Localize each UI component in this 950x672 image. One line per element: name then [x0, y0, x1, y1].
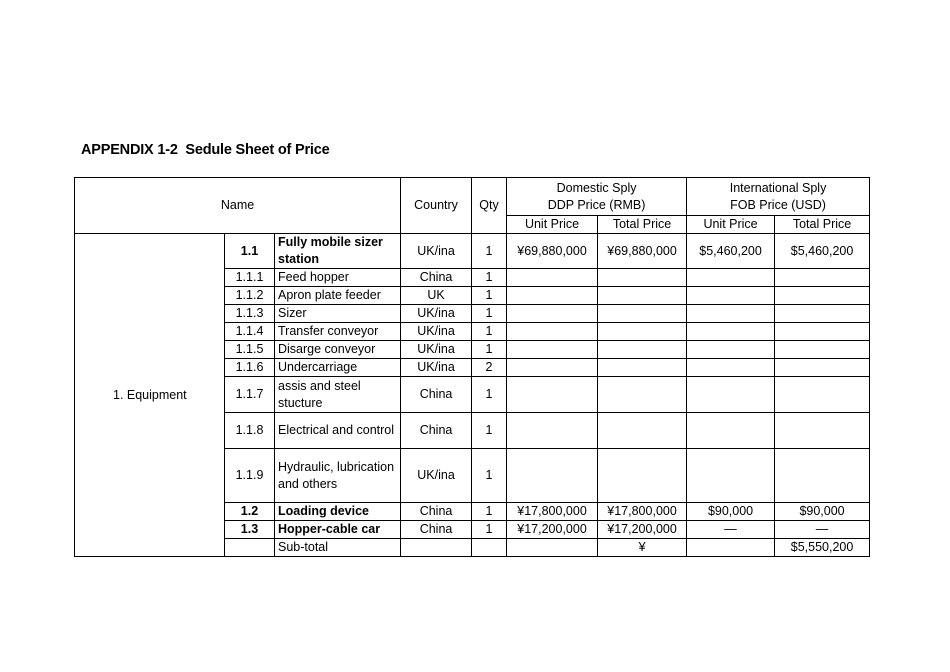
item-country: UK/ina: [401, 234, 472, 269]
item-country: China: [401, 377, 472, 413]
header-int-total-price: Total Price: [775, 216, 870, 234]
item-qty: 1: [472, 341, 507, 359]
item-name: Disarge conveyor: [275, 341, 401, 359]
item-int-unit: $90,000: [687, 503, 775, 521]
item-qty: 1: [472, 449, 507, 503]
item-no: 1.1.2: [225, 287, 275, 305]
item-int-unit: [687, 413, 775, 449]
subtotal-dom-total: ¥: [598, 539, 687, 557]
item-dom-total: [598, 449, 687, 503]
item-country: UK/ina: [401, 359, 472, 377]
header-domestic-line1: Domestic Sply: [556, 180, 637, 195]
item-qty: 1: [472, 305, 507, 323]
item-int-total: [775, 323, 870, 341]
item-name: Undercarriage: [275, 359, 401, 377]
item-name: Sizer: [275, 305, 401, 323]
item-country: UK/ina: [401, 323, 472, 341]
item-qty: 1: [472, 287, 507, 305]
subtotal-country: [401, 539, 472, 557]
item-name: Hopper-cable car: [275, 521, 401, 539]
item-no: 1.1.9: [225, 449, 275, 503]
item-int-unit: —: [687, 521, 775, 539]
item-int-unit: [687, 305, 775, 323]
item-dom-total: ¥17,800,000: [598, 503, 687, 521]
item-no: 1.1.7: [225, 377, 275, 413]
subtotal-label: Sub-total: [275, 539, 401, 557]
header-int-unit-price: Unit Price: [687, 216, 775, 234]
item-name: Feed hopper: [275, 269, 401, 287]
item-int-unit: [687, 449, 775, 503]
subtotal-dom-unit: [507, 539, 598, 557]
item-country: UK/ina: [401, 449, 472, 503]
item-int-total: [775, 359, 870, 377]
header-international-line1: International Sply: [729, 180, 827, 195]
item-int-total: $90,000: [775, 503, 870, 521]
page-title: APPENDIX 1-2 Sedule Sheet of Price: [81, 142, 330, 158]
item-dom-unit: ¥17,200,000: [507, 521, 598, 539]
item-dom-unit: [507, 359, 598, 377]
item-country: China: [401, 503, 472, 521]
item-int-total: —: [775, 521, 870, 539]
item-int-total: [775, 377, 870, 413]
item-qty: 1: [472, 413, 507, 449]
item-int-unit: [687, 359, 775, 377]
item-dom-total: [598, 269, 687, 287]
table-row: [75, 234, 870, 269]
item-dom-total: ¥17,200,000: [598, 521, 687, 539]
item-dom-total: [598, 413, 687, 449]
item-no: 1.3: [225, 521, 275, 539]
subtotal-qty: [472, 539, 507, 557]
item-no: 1.1.5: [225, 341, 275, 359]
item-dom-unit: [507, 323, 598, 341]
item-dom-total: [598, 377, 687, 413]
item-qty: 1: [472, 377, 507, 413]
header-dom-unit-price: Unit Price: [507, 216, 598, 234]
item-dom-total: [598, 305, 687, 323]
header-qty: Qty: [472, 178, 507, 234]
item-int-total: [775, 341, 870, 359]
category-label: 1. Equipment: [113, 387, 187, 402]
item-int-total: [775, 449, 870, 503]
item-int-total: [775, 305, 870, 323]
item-qty: 1: [472, 269, 507, 287]
item-country: China: [401, 269, 472, 287]
item-name: Electrical and control: [275, 413, 401, 449]
item-name: Loading device: [275, 503, 401, 521]
header-international: [687, 178, 870, 216]
item-dom-unit: [507, 449, 598, 503]
item-name: Hydraulic, lubrication and others: [275, 449, 401, 503]
item-country: UK/ina: [401, 341, 472, 359]
item-qty: 1: [472, 521, 507, 539]
header-domestic-line2: DDP Price (RMB): [547, 197, 646, 212]
subtotal-no: [225, 539, 275, 557]
item-qty: 1: [472, 503, 507, 521]
item-dom-unit: [507, 377, 598, 413]
item-dom-unit: [507, 287, 598, 305]
item-dom-total: ¥69,880,000: [598, 234, 687, 269]
item-int-unit: [687, 323, 775, 341]
item-country: China: [401, 521, 472, 539]
item-no: 1.1.4: [225, 323, 275, 341]
header-international-line2: FOB Price (USD): [730, 197, 826, 212]
item-dom-unit: [507, 269, 598, 287]
header-domestic: [507, 178, 687, 216]
item-name: Transfer conveyor: [275, 323, 401, 341]
item-no: 1.1.6: [225, 359, 275, 377]
item-int-unit: [687, 269, 775, 287]
item-no: 1.1.3: [225, 305, 275, 323]
header-country: Country: [401, 178, 472, 234]
item-int-unit: [687, 341, 775, 359]
item-dom-total: [598, 287, 687, 305]
item-int-total: [775, 287, 870, 305]
header-name: Name: [75, 178, 401, 234]
item-int-unit: $5,460,200: [687, 234, 775, 269]
item-dom-unit: [507, 305, 598, 323]
item-dom-unit: ¥17,800,000: [507, 503, 598, 521]
item-no: 1.1.8: [225, 413, 275, 449]
item-dom-unit: [507, 341, 598, 359]
item-int-total: $5,460,200: [775, 234, 870, 269]
item-dom-total: [598, 341, 687, 359]
item-name: Fully mobile sizer station: [275, 234, 401, 269]
item-country: UK/ina: [401, 305, 472, 323]
item-qty: 2: [472, 359, 507, 377]
item-dom-unit: ¥69,880,000: [507, 234, 598, 269]
item-no: 1.1.1: [225, 269, 275, 287]
item-int-unit: [687, 377, 775, 413]
item-country: UK: [401, 287, 472, 305]
item-name: assis and steel stucture: [275, 377, 401, 413]
item-name: Apron plate feeder: [275, 287, 401, 305]
category-cell: [75, 234, 225, 557]
item-qty: 1: [472, 234, 507, 269]
item-int-total: [775, 269, 870, 287]
price-schedule-table: [74, 177, 870, 557]
item-dom-total: [598, 359, 687, 377]
item-country: China: [401, 413, 472, 449]
item-dom-total: [598, 323, 687, 341]
item-no: 1.1: [225, 234, 275, 269]
item-dom-unit: [507, 413, 598, 449]
item-qty: 1: [472, 323, 507, 341]
item-int-unit: [687, 287, 775, 305]
subtotal-int-total: $5,550,200: [775, 539, 870, 557]
header-row: [75, 178, 870, 216]
item-int-total: [775, 413, 870, 449]
item-no: 1.2: [225, 503, 275, 521]
subtotal-int-unit: [687, 539, 775, 557]
header-dom-total-price: Total Price: [598, 216, 687, 234]
